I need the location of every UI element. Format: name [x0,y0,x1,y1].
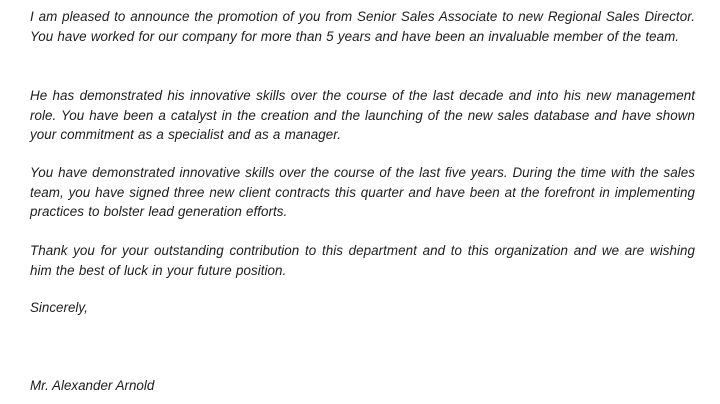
letter-signature: Mr. Alexander Arnold [30,378,155,393]
letter-paragraph-2: He has demonstrated his innovative skills over the course of the last decade and into his new management role. You have been a catalyst in the creation and the launching of the new sales database and have shown your commitment as a specialist and as a manager. [30,88,695,142]
letter-paragraph-4: Thank you for your outstanding contribution to this department and to this organization and we are wishing him the best of luck in your future position. [30,243,695,278]
letter-closing: Sincerely, [30,300,88,315]
letter-paragraph-3: You have demonstrated innovative skills over the course of the last five years. During the time with the sales team, you have signed three new client contracts this quarter and have been at the forefront in implementing practices to bolster lead generation efforts. [30,165,695,219]
letter-paragraph-1: I am pleased to announce the promotion of you from Senior Sales Associate to new Regional Sales Director. You have worked for our company for more than 5 years and have been an invaluable member of the team. [30,9,695,44]
